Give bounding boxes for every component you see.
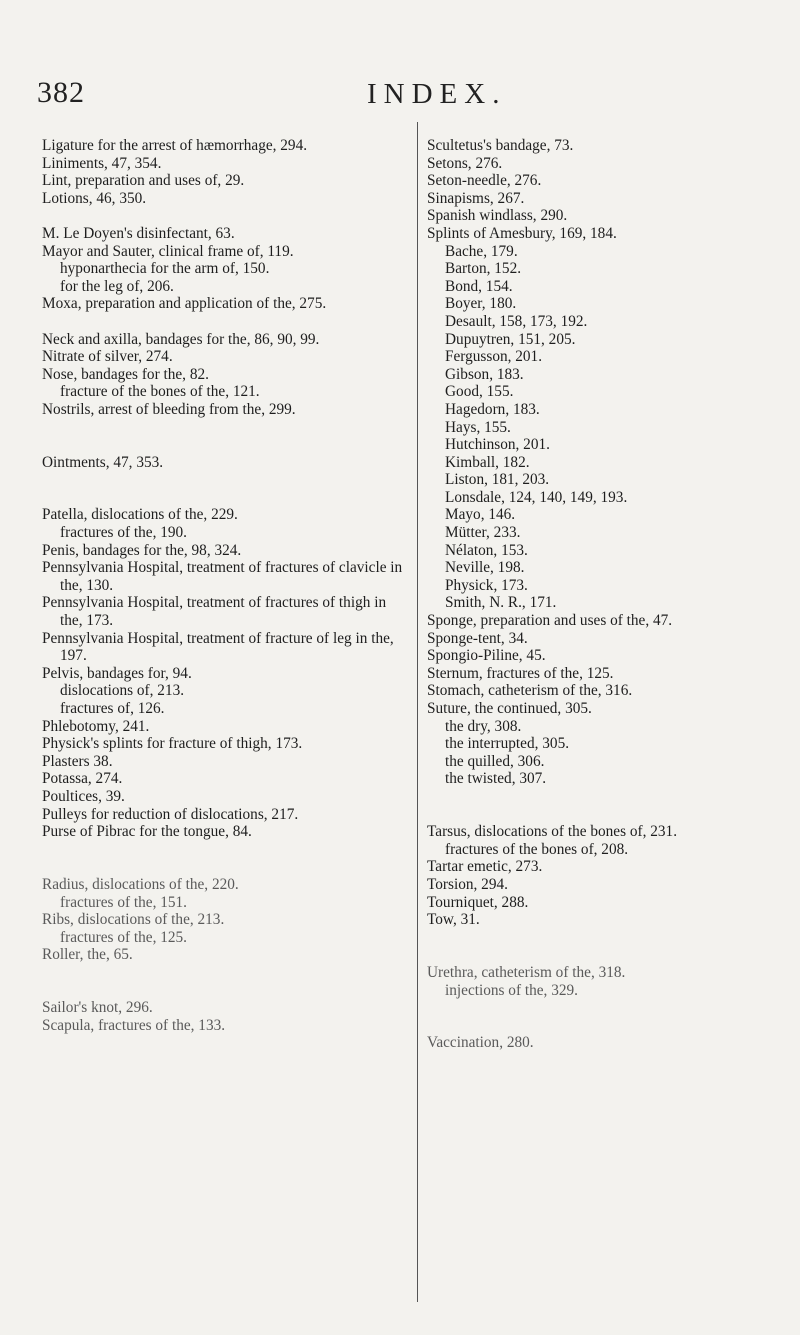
index-entry: Ligature for the arrest of hæmorrhage, 294. xyxy=(42,137,308,154)
index-entry: Sponge-tent, 34. xyxy=(427,629,528,647)
index-entry: Penis, bandages for the, 98, 324. xyxy=(42,541,242,559)
index-entry: Ointments, 47, 353. xyxy=(42,453,164,471)
index-entry: M. Le Doyen's disinfectant, 63. xyxy=(42,224,235,242)
index-entry: Setons, 276. xyxy=(427,154,503,172)
entry-spacer xyxy=(42,471,412,506)
index-entry: Roller, the, 65. xyxy=(42,946,133,964)
column-divider xyxy=(417,122,418,1302)
index-subentry: Barton, 152. xyxy=(445,260,522,278)
index-entry: Spanish windlass, 290. xyxy=(427,207,568,225)
index-subentry: dislocations of, 213. xyxy=(60,682,185,700)
index-entry: Pennsylvania Hospital, treatment of fractures of thigh in the, 173. xyxy=(42,594,387,630)
index-subentry: the twisted, 307. xyxy=(445,770,547,788)
index-entry: Sponge, preparation and uses of the, 47. xyxy=(427,612,673,630)
index-subentry: the dry, 308. xyxy=(445,717,522,735)
index-entry: Pulleys for reduction of dislocations, 217. xyxy=(42,805,299,823)
index-entry: Physick's splints for fracture of thigh, 173. xyxy=(42,735,303,753)
index-subentry: Good, 155. xyxy=(445,383,514,401)
index-entry: Tartar emetic, 273. xyxy=(427,858,543,876)
index-subentry: the quilled, 306. xyxy=(445,752,545,770)
index-entry: Sinapisms, 267. xyxy=(427,189,525,207)
index-entry: Torsion, 294. xyxy=(427,875,508,893)
index-entry: Seton-needle, 276. xyxy=(427,172,542,190)
index-entry: Radius, dislocations of the, 220. xyxy=(42,875,239,893)
index-subentry: injections of the, 329. xyxy=(445,981,578,999)
index-entry: Lint, preparation and uses of, 29. xyxy=(42,172,245,190)
entry-spacer xyxy=(42,419,412,454)
index-subentry: Kimball, 182. xyxy=(445,453,530,471)
index-subentry: Physick, 173. xyxy=(445,576,528,594)
index-subentry: Nélaton, 153. xyxy=(445,541,528,559)
entry-spacer xyxy=(427,929,773,964)
index-entry: Liniments, 47, 354. xyxy=(42,154,162,172)
index-subentry: Smith, N. R., 171. xyxy=(445,594,557,612)
index-subentry: Desault, 158, 173, 192. xyxy=(445,312,588,330)
index-entry: Ribs, dislocations of the, 213. xyxy=(42,911,225,929)
index-subentry: Gibson, 183. xyxy=(445,365,524,383)
index-subentry: Mütter, 233. xyxy=(445,524,521,542)
index-subentry: fracture of the bones of the, 121. xyxy=(60,383,260,401)
index-entry: Pelvis, bandages for, 94. xyxy=(42,664,192,682)
entry-spacer xyxy=(427,788,773,823)
entry-spacer xyxy=(42,313,412,331)
index-entry: Tourniquet, 288. xyxy=(427,893,529,911)
index-entry: Mayor and Sauter, clinical frame of, 119. xyxy=(42,242,294,260)
index-entry: Nose, bandages for the, 82. xyxy=(42,365,209,383)
entry-spacer xyxy=(42,207,412,225)
index-column-left xyxy=(42,137,412,1034)
index-entry: Tow, 31. xyxy=(427,911,480,929)
running-head: INDEX. xyxy=(367,78,507,110)
index-entry: Pennsylvania Hospital, treatment of fractures of clavicle in the, 130. xyxy=(42,559,403,594)
index-entry: Neck and axilla, bandages for the, 86, 90, 99. xyxy=(42,330,320,348)
index-entry: Lotions, 46, 350. xyxy=(42,189,147,207)
index-subentry: the interrupted, 305. xyxy=(445,735,570,753)
index-entry: Suture, the continued, 305. xyxy=(427,700,592,717)
index-entry: Patella, dislocations of the, 229. xyxy=(42,506,238,524)
index-subentry: Hutchinson, 201. xyxy=(445,436,550,454)
index-subentry: Lonsdale, 124, 140, 149, 193. xyxy=(445,488,628,506)
index-entry: Stomach, catheterism of the, 316. xyxy=(427,682,633,700)
index-subentry: fractures of the bones of, 208. xyxy=(445,840,629,858)
index-entry: Nitrate of silver, 274. xyxy=(42,348,173,366)
page-number: 382 xyxy=(37,76,85,109)
index-subentry: for the leg of, 206. xyxy=(60,277,174,295)
index-subentry: Bond, 154. xyxy=(445,277,513,295)
index-subentry: fractures of the, 151. xyxy=(60,893,187,911)
index-entry: Sailor's knot, 296. xyxy=(42,999,153,1017)
index-entry: Splints of Amesbury, 169, 184. xyxy=(427,224,617,242)
index-subentry: hyponarthecia for the arm of, 150. xyxy=(60,260,270,278)
index-entry: Tarsus, dislocations of the bones of, 231. xyxy=(427,823,678,841)
index-entry: Moxa, preparation and application of the, 275. xyxy=(42,295,327,313)
index-subentry: Fergusson, 201. xyxy=(445,348,543,366)
index-entry: Phlebotomy, 241. xyxy=(42,717,150,735)
index-subentry: fractures of the, 190. xyxy=(60,524,187,542)
index-subentry: Boyer, 180. xyxy=(445,295,517,313)
index-subentry: fractures of, 126. xyxy=(60,700,165,717)
entry-spacer xyxy=(427,999,773,1034)
index-entry: Sternum, fractures of the, 125. xyxy=(427,664,614,682)
index-subentry: Liston, 181, 203. xyxy=(445,471,550,489)
index-entry: Potassa, 274. xyxy=(42,770,123,788)
index-subentry: Neville, 198. xyxy=(445,559,525,577)
index-column-right xyxy=(427,137,773,1052)
index-entry: Scultetus's bandage, 73. xyxy=(427,137,574,154)
index-subentry: Dupuytren, 151, 205. xyxy=(445,330,576,348)
index-entry: Nostrils, arrest of bleeding from the, 299. xyxy=(42,400,296,418)
index-entry: Poultices, 39. xyxy=(42,787,125,805)
index-subentry: Mayo, 146. xyxy=(445,506,516,524)
index-entry: Spongio-Piline, 45. xyxy=(427,647,546,665)
index-entry: Vaccination, 280. xyxy=(427,1034,534,1052)
index-entry: Plasters 38. xyxy=(42,752,113,770)
index-entry: Pennsylvania Hospital, treatment of fracture of leg in the, 197. xyxy=(42,629,394,665)
index-entry: Scapula, fractures of the, 133. xyxy=(42,1016,226,1034)
index-entry: Urethra, catheterism of the, 318. xyxy=(427,963,626,981)
index-entry: Purse of Pibrac for the tongue, 84. xyxy=(42,823,252,841)
index-subentry: Hays, 155. xyxy=(445,418,511,436)
entry-spacer xyxy=(42,964,412,999)
entry-spacer xyxy=(42,841,412,876)
index-subentry: fractures of the, 125. xyxy=(60,928,187,946)
index-subentry: Bache, 179. xyxy=(445,242,518,260)
index-subentry: Hagedorn, 183. xyxy=(445,400,540,418)
